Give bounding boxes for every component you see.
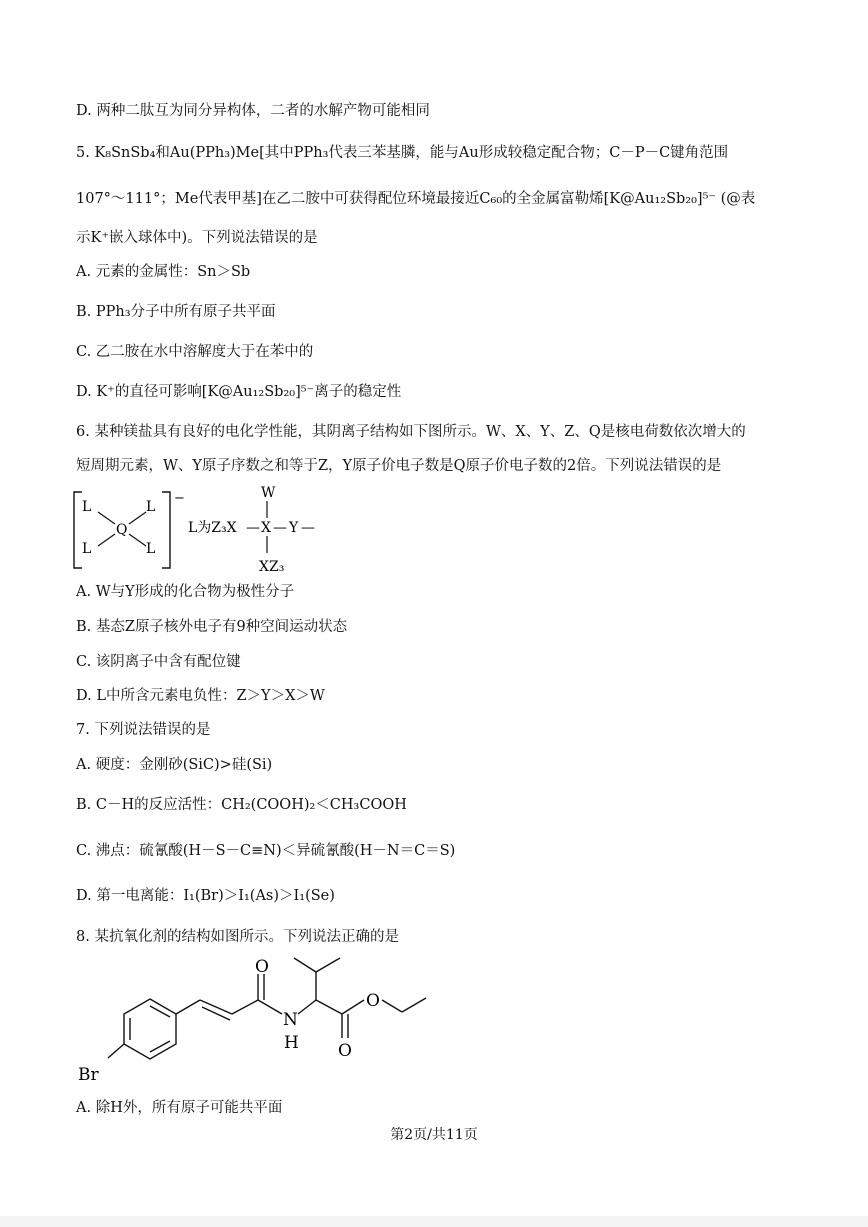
q6-option-b: B. 基态Z原子核外电子有9种空间运动状态 <box>76 619 348 635</box>
q5-stem-line2: 107°～111°；Me代表甲基]在乙二胺中可获得配位环境最接近C₆₀的全金属富勒烯[K@Au₁₂Sb₂₀]⁵⁻ (@表 <box>76 191 756 207</box>
q5-option-d: D. K⁺的直径可影响[K@Au₁₂Sb₂₀]⁵⁻离子的稳定性 <box>76 384 402 400</box>
q7-option-a: A. 硬度：金刚砂(SiC)>硅(Si) <box>76 757 273 773</box>
q7-option-b: B. C－H的反应活性：CH₂(COOH)₂＜CH₃COOH <box>76 797 407 813</box>
page-bottom-edge <box>0 1216 868 1227</box>
atom-Br: Br <box>78 1065 99 1085</box>
q7-option-d: D. 第一电离能：I₁(Br)＞I₁(As)＞I₁(Se) <box>76 888 335 904</box>
q8-option-a: A. 除H外，所有原子可能共平面 <box>76 1100 283 1116</box>
atom-W: W <box>261 485 276 501</box>
q8-stem: 8. 某抗氧化剂的结构如图所示。下列说法正确的是 <box>76 929 399 945</box>
dash-3: — <box>301 520 315 536</box>
center-Q: Q <box>116 522 128 538</box>
q5-stem-line3: 示K⁺嵌入球体中)。下列说法错误的是 <box>76 230 318 246</box>
q4-option-d: D. 两种二肽互为同分异构体，二者的水解产物可能相同 <box>76 103 430 119</box>
dash-2: — <box>273 520 287 536</box>
atom-N: N <box>283 1010 298 1030</box>
q6-option-a: A. W与Y形成的化合物为极性分子 <box>76 584 295 600</box>
dash-1: — <box>246 520 260 536</box>
q5-option-b: B. PPh₃分子中所有原子共平面 <box>76 304 276 320</box>
q6-option-d: D. L中所含元素电负性：Z＞Y＞X＞W <box>76 688 325 704</box>
q7-stem: 7. 下列说法错误的是 <box>76 722 211 738</box>
anion-charge: − <box>174 491 185 506</box>
q5-option-c: C. 乙二胺在水中溶解度大于在苯中的 <box>76 344 314 360</box>
atom-X: X <box>261 520 271 536</box>
q8-antioxidant-structure <box>72 950 472 1090</box>
atom-H: H <box>284 1033 299 1053</box>
q6-stem-line2: 短周期元素，W、Y原子序数之和等于Z，Y原子价电子数是Q原子价电子数的2倍。下列说法错误的是 <box>76 458 722 474</box>
atom-O-ester: O <box>366 991 380 1011</box>
group-XZ3: XZ₃ <box>259 559 285 575</box>
atom-O-ester-carbonyl: O <box>338 1041 352 1061</box>
q5-stem-line1: 5. K₈SnSb₄和Au(PPh₃)Me[其中PPh₃代表三苯基膦，能与Au形成较稳定配合物；C－P－C键角范围 <box>76 145 729 161</box>
q6-option-c: C. 该阴离子中含有配位键 <box>76 654 241 670</box>
atom-O-carbonyl: O <box>255 957 269 977</box>
ligand-L-bl: L <box>82 541 92 557</box>
q7-option-c: C. 沸点：硫氰酸(H－S－C≡N)＜异硫氰酸(H－N＝C＝S) <box>76 843 456 859</box>
page-footer: 第2页/共11页 <box>390 1127 478 1143</box>
ligand-definition: L为Z₃X <box>188 520 237 536</box>
q6-anion-structure <box>70 480 370 580</box>
ligand-L-br: L <box>146 541 156 557</box>
ligand-L-tl: L <box>82 499 92 515</box>
atom-Y: Y <box>289 520 299 536</box>
q6-stem-line1: 6. 某种镁盐具有良好的电化学性能，其阴离子结构如下图所示。W、X、Y、Z、Q是核电荷数依次增大的 <box>76 424 746 440</box>
ligand-L-tr: L <box>146 499 156 515</box>
q5-option-a: A. 元素的金属性：Sn＞Sb <box>76 264 251 280</box>
